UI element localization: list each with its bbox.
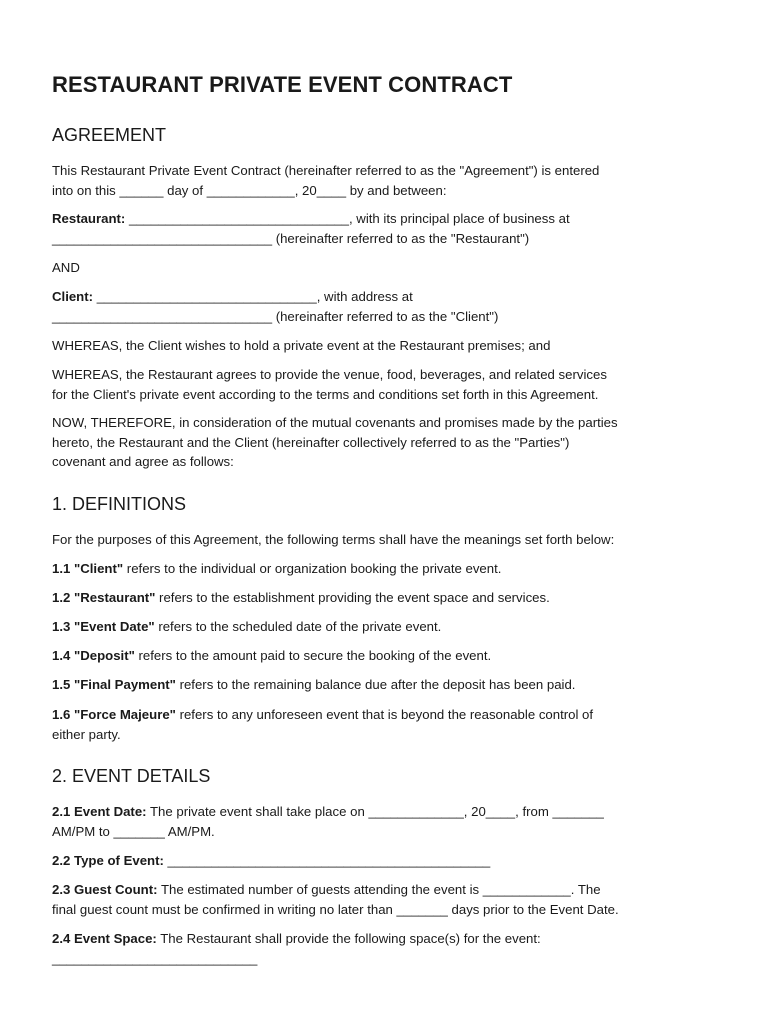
now-therefore-clause [52,413,732,472]
definition-term: 1.5 "Final Payment" [52,677,176,692]
definition-term: 1.2 "Restaurant" [52,590,156,605]
definition-term: 1.1 "Client" [52,561,124,576]
definition-item [52,559,732,579]
event-detail-text: The private event shall take place on _____________, 20____, from _______ [146,804,604,819]
definition-item [52,646,732,666]
client-line-2: ______________________________ (hereinafter referred to as the "Client") [52,308,499,324]
restaurant-line-1: ______________________________, with its principal place of business at [125,211,570,226]
definition-item [52,617,732,637]
whereas-2-line-1: WHEREAS, the Restaurant agrees to provide the venue, food, beverages, and related services [52,367,607,382]
event-detail-term: 2.2 Type of Event: [52,853,164,868]
agreement-heading: AGREEMENT [52,125,167,145]
event-detail-item [52,929,732,968]
restaurant-party [52,209,732,248]
event-detail-term: 2.3 Guest Count: [52,882,158,897]
definitions-heading: 1. DEFINITIONS [52,494,187,514]
event-detail-item [52,802,732,841]
event-detail-text-continued: AM/PM to _______ AM/PM. [52,823,215,839]
client-party [52,287,732,326]
restaurant-line-2: ______________________________ (hereinafter referred to as the "Restaurant") [52,230,530,246]
definition-item [52,705,732,744]
now-line-3: covenant and agree as follows: [52,454,234,469]
whereas-clause-1: WHEREAS, the Client wishes to hold a private event at the Restaurant premises; and [52,338,551,353]
restaurant-label: Restaurant: [52,211,126,226]
and-text: AND [52,260,80,275]
event-detail-text: The estimated number of guests attending the event is ____________. The [157,882,601,897]
whereas-2-line-2: for the Client's private event according to the terms and conditions set forth in this Agreement. [52,386,599,402]
agreement-intro-line-1: This Restaurant Private Event Contract (hereinafter referred to as the "Agreement") is entered [52,163,600,178]
definition-text: refers to the amount paid to secure the booking of the event. [134,648,492,663]
event-detail-term: 2.1 Event Date: [52,804,147,819]
event-detail-term: 2.4 Event Space: [52,931,157,946]
definition-text-continued: either party. [52,726,121,742]
definition-text: refers to the remaining balance due after the deposit has been paid. [175,677,576,692]
event-detail-text: The Restaurant shall provide the following space(s) for the event: [156,931,541,946]
now-line-2: hereto, the Restaurant and the Client (hereinafter collectively referred to as the "Parties") [52,434,570,450]
definition-item [52,588,732,608]
definition-term: 1.6 "Force Majeure" [52,707,176,722]
event-details-heading: 2. EVENT DETAILS [52,766,211,786]
event-detail-text-continued: final guest count must be confirmed in writing no later than _______ days prior to the Event Date. [52,901,619,917]
now-line-1: NOW, THEREFORE, in consideration of the mutual covenants and promises made by the parties [52,415,618,430]
event-detail-text: ____________________________________________ [163,853,491,868]
document-title: RESTAURANT PRIVATE EVENT CONTRACT [52,72,513,97]
definitions-intro: For the purposes of this Agreement, the following terms shall have the meanings set forth below: [52,532,615,547]
agreement-intro-line-2: into on this ______ day of ____________, 20____ by and between: [52,182,447,198]
definition-term: 1.3 "Event Date" [52,619,155,634]
event-detail-text-continued: ____________________________ [52,950,258,966]
client-line-1: ______________________________, with address at [93,289,413,304]
definition-text: refers to the scheduled date of the private event. [154,619,442,634]
whereas-clause-2 [52,365,732,404]
event-detail-item [52,851,732,871]
client-label: Client: [52,289,94,304]
definition-item [52,675,732,695]
definition-term: 1.4 "Deposit" [52,648,135,663]
definition-text: refers to the establishment providing the event space and services. [155,590,550,605]
event-detail-item [52,880,732,919]
definition-text: refers to the individual or organization booking the private event. [123,561,502,576]
agreement-intro [52,161,732,200]
definition-text: refers to any unforeseen event that is beyond the reasonable control of [175,707,594,722]
